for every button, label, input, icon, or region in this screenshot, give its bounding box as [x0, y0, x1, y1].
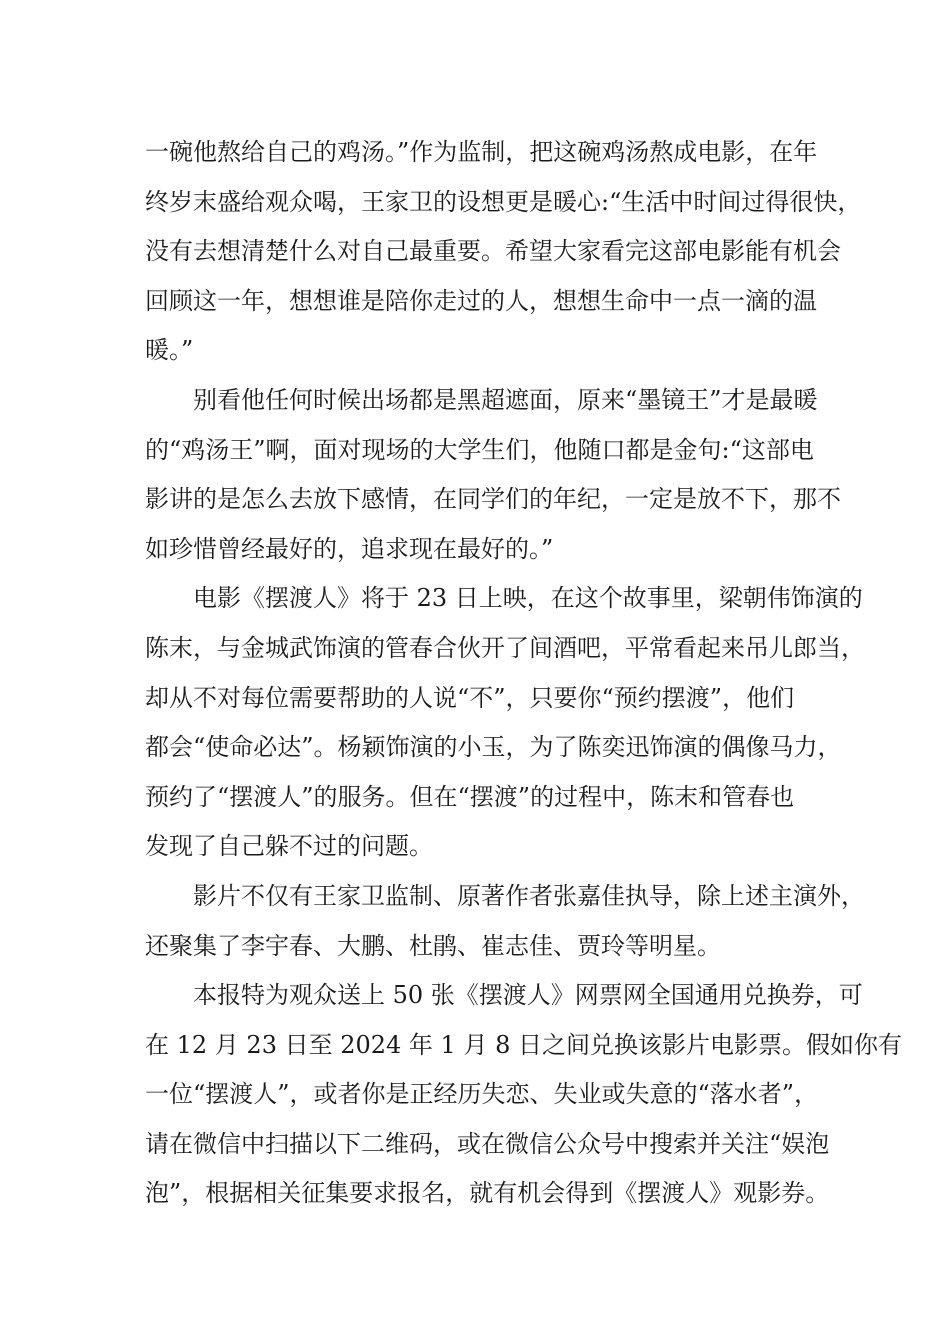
text-line: 回顾这一年，想想谁是陪你走过的人，想想生命中一点一滴的温 — [145, 286, 817, 315]
text-line: 别看他任何时候出场都是黑超遮面，原来“墨镜王”才是最暖 — [193, 385, 818, 414]
text-line: 暖。” — [145, 336, 194, 365]
paragraph-2 — [145, 376, 841, 574]
text-line: 一位“摆渡人”，或者你是正经历失恋、失业或失意的“落水者”， — [145, 1080, 819, 1109]
text-line: 请在微信中扫描以下二维码，或在微信公众号中搜索并关注“娱泡 — [145, 1129, 830, 1158]
text-line: 都会“使命必达”。杨颖饰演的小玉，为了陈奕迅饰演的偶像马力， — [145, 733, 842, 762]
text-line: 电影《摆渡人》将于 23 日上映，在这个故事里，梁朝伟饰演的 — [193, 584, 863, 613]
text-line: 却从不对每位需要帮助的人说“不”，只要你“预约摆渡”，他们 — [145, 683, 795, 712]
paragraph-1 — [145, 128, 862, 376]
text-line: 本报特为观众送上 50 张《摆渡人》网票网全国通用兑换券，可 — [193, 981, 863, 1010]
text-line: 没有去想清楚什么对自己最重要。希望大家看完这部电影能有机会 — [145, 237, 841, 266]
text-line: 陈末，与金城武饰演的管春合伙开了间酒吧，平常看起来吊儿郎当， — [145, 633, 865, 662]
text-line: 的“鸡汤王”啊，面对现场的大学生们，他随口都是金句:“这部电 — [145, 435, 814, 464]
text-line: 影片不仅有王家卫监制、原著作者张嘉佳执导，除上述主演外， — [193, 881, 865, 910]
text-line: 泡”，根据相关征集要求报名，就有机会得到《摆渡人》观影券。 — [145, 1179, 830, 1208]
text-line: 发现了自己躲不过的问题。 — [145, 832, 433, 861]
text-line: 终岁末盛给观众喝，王家卫的设想更是暖心:“生活中时间过得很快， — [145, 187, 862, 216]
paragraph-3 — [145, 574, 865, 872]
text-line: 如珍惜曾经最好的，追求现在最好的。” — [145, 534, 554, 563]
paragraph-5 — [145, 971, 902, 1219]
text-line: 预约了“摆渡人”的服务。但在“摆渡”的过程中，陈末和管春也 — [145, 782, 795, 811]
paragraph-4 — [145, 872, 865, 971]
text-line: 还聚集了李宇春、大鹏、杜鹃、崔志佳、贾玲等明星。 — [145, 931, 721, 960]
text-line: 影讲的是怎么去放下感情，在同学们的年纪，一定是放不下，那不 — [145, 485, 841, 514]
article-body — [145, 128, 902, 1219]
text-line: 一碗他熬给自己的鸡汤。”作为监制，把这碗鸡汤熬成电影，在年 — [145, 138, 818, 166]
text-line: 在 12 月 23 日至 2024 年 1 月 8 日之间兑换该影片电影票。假如你有 — [145, 1030, 902, 1059]
